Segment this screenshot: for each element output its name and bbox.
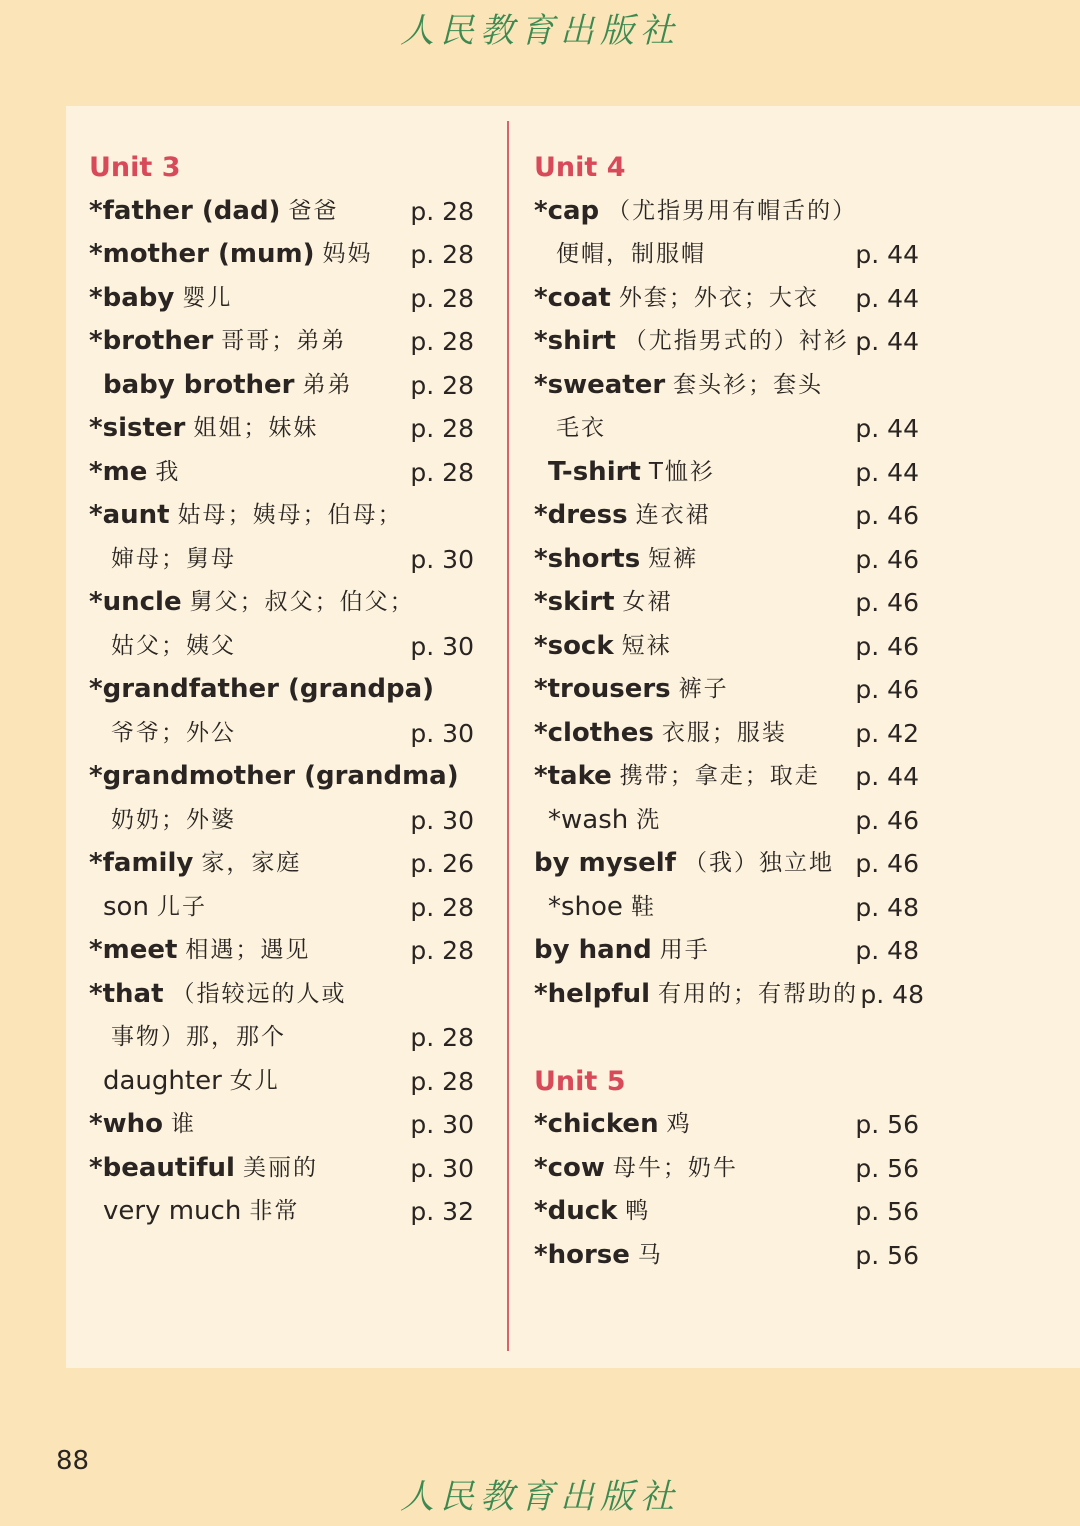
publisher-logo-mark — [380, 1468, 700, 1524]
vocab-term: *meet — [89, 935, 178, 965]
vocab-page-ref: p. 28 — [410, 370, 474, 400]
vocab-translation: 谁 — [171, 1111, 196, 1137]
publisher-logo-text: 人民教育出版社 — [400, 11, 680, 51]
vocab-page-ref: p. 28 — [410, 892, 474, 922]
vocab-translation: 非常 — [249, 1198, 300, 1224]
publisher-logo-text: 人民教育出版社 — [400, 1477, 680, 1517]
vocab-row — [534, 277, 919, 321]
vocab-row-continuation — [534, 233, 919, 277]
vocab-page-ref: p. 44 — [855, 327, 919, 356]
vocab-translation: 衣服；服装 — [661, 719, 787, 746]
vocab-row — [534, 364, 919, 408]
vocab-row-continuation — [89, 625, 474, 669]
vocab-page-ref: p. 30 — [410, 718, 474, 748]
vocab-row — [89, 973, 474, 1017]
vocab-translation: 女儿 — [229, 1067, 280, 1094]
vocab-page-ref: p. 46 — [855, 675, 919, 704]
vocab-term: *mother (mum) — [89, 239, 315, 269]
vocab-term: *shirt — [534, 326, 616, 356]
vocab-page-ref: p. 44 — [855, 414, 919, 443]
vocab-translation: 洗 — [636, 806, 662, 833]
vocab-row — [89, 190, 474, 234]
vocab-translation: 携带；拿走；取走 — [619, 763, 820, 789]
vocab-translation: 我 — [155, 458, 181, 485]
vocab-term: *me — [89, 456, 148, 487]
vocab-row-continuation — [89, 712, 474, 756]
vocab-term: *beautiful — [89, 1152, 235, 1183]
vocab-translation: 短袜 — [621, 632, 672, 659]
vocab-translation: 美丽的 — [242, 1154, 318, 1181]
vocab-page-ref: p. 44 — [855, 283, 919, 313]
vocab-translation: 事物）那，那个 — [111, 1024, 286, 1050]
vocab-translation: 妈妈 — [322, 241, 373, 267]
vocab-term: *family — [89, 848, 194, 878]
vocab-term: baby brother — [103, 369, 295, 400]
vocab-page-ref: p. 46 — [855, 544, 919, 574]
vocab-translation: 奶奶；外婆 — [111, 806, 236, 833]
vocab-translation: 相遇；遇见 — [185, 937, 311, 963]
vocab-row — [534, 973, 924, 1017]
vocab-row — [89, 233, 474, 277]
vocab-translation: 马 — [637, 1241, 663, 1268]
unit-5-heading: Unit 5 — [534, 1065, 626, 1097]
vocab-translation: （尤指男用有帽舌的） — [607, 197, 858, 224]
unit-4-heading: Unit 4 — [534, 152, 626, 183]
vocab-row — [534, 668, 919, 712]
vocab-translation: 儿子 — [156, 893, 207, 920]
vocab-page-ref: p. 46 — [855, 805, 919, 835]
vocab-translation: 婶母；舅母 — [111, 545, 236, 572]
vocab-term: *dress — [534, 500, 628, 530]
vocab-row — [534, 190, 919, 234]
vocab-translation: 姑父；姨父 — [111, 632, 236, 659]
vocab-term: *shorts — [534, 543, 641, 574]
vocab-page-ref: p. 46 — [855, 631, 919, 661]
vocab-page-ref: p. 30 — [410, 544, 474, 574]
vocab-row — [534, 581, 919, 625]
publisher-logo-bottom — [0, 1468, 1080, 1524]
vocab-row — [534, 320, 919, 364]
vocab-translation: 鞋 — [630, 893, 656, 920]
vocab-row-continuation — [89, 799, 474, 843]
vocab-row — [89, 842, 474, 886]
vocab-translation: （指较远的人或 — [171, 980, 347, 1007]
vocab-column-left — [89, 146, 474, 1234]
vocab-term: by hand — [534, 935, 652, 965]
vocab-translation: 舅父；叔父；伯父； — [189, 589, 415, 615]
vocab-row — [534, 799, 919, 843]
vocab-translation: （尤指男式的）衬衫 — [623, 328, 849, 354]
vocab-row — [89, 494, 474, 538]
vocab-page-ref: p. 46 — [855, 849, 919, 878]
vocab-translation: 鸭 — [625, 1198, 651, 1224]
vocab-page-ref: p. 48 — [860, 979, 924, 1009]
vocab-translation: 便帽，制服帽 — [556, 241, 706, 267]
vocab-term: *grandmother (grandma) — [89, 761, 459, 791]
vocab-page-ref: p. 28 — [410, 327, 474, 356]
vocab-row — [534, 712, 919, 756]
vocab-row — [89, 1103, 474, 1147]
vocab-row — [534, 1147, 919, 1191]
vocab-term: *coat — [534, 282, 611, 313]
vocab-row — [534, 625, 919, 669]
vocab-term: T-shirt — [548, 456, 641, 487]
vocab-translation: 哥哥；弟弟 — [221, 328, 347, 354]
vocab-translation: T恤衫 — [648, 458, 715, 485]
vocab-row — [534, 1234, 919, 1278]
vocab-page-ref: p. 42 — [855, 718, 919, 748]
vocab-term: *sock — [534, 630, 614, 661]
vocab-term: *cow — [534, 1152, 605, 1183]
vocab-row — [89, 581, 474, 625]
vocab-page-ref: p. 56 — [855, 1153, 919, 1183]
vocab-translation: 有用的；有帮助的 — [658, 980, 858, 1007]
vocab-page-ref: p. 56 — [855, 1110, 919, 1139]
vocab-translation: 连衣裙 — [635, 502, 711, 528]
vocab-translation: 套头衫；套头 — [673, 371, 824, 398]
vocab-row — [89, 1190, 474, 1234]
vocab-row — [89, 1060, 474, 1104]
vocab-term: *clothes — [534, 717, 654, 748]
vocab-page-ref: p. 30 — [410, 1110, 474, 1139]
vocab-term: *who — [89, 1109, 163, 1139]
vocab-page-ref: p. 56 — [855, 1197, 919, 1226]
vocab-page-ref: p. 48 — [855, 892, 919, 922]
vocab-row-continuation — [89, 538, 474, 582]
vocab-term: *father (dad) — [89, 195, 281, 226]
vocab-page-ref: p. 26 — [410, 849, 474, 878]
vocab-term: *skirt — [534, 587, 615, 617]
vocab-term: *horse — [534, 1239, 630, 1270]
vocab-page-ref: p. 56 — [855, 1240, 919, 1270]
vocab-row — [89, 1147, 474, 1191]
vocab-term: very much — [103, 1196, 242, 1226]
vocab-term: *helpful — [534, 978, 650, 1009]
vocab-row — [89, 668, 474, 712]
page-number: 88 — [56, 1446, 90, 1476]
vocab-translation: 外套；外衣；大衣 — [618, 284, 819, 311]
vocab-row — [89, 755, 474, 799]
vocab-page-ref: p. 44 — [855, 457, 919, 487]
vocab-row — [534, 494, 919, 538]
vocab-page-ref: p. 46 — [855, 501, 919, 530]
vocab-row — [534, 451, 919, 495]
vocab-page-ref: p. 28 — [410, 240, 474, 269]
vocab-row — [89, 277, 474, 321]
vocab-row — [89, 407, 474, 451]
vocab-page-ref: p. 28 — [410, 196, 474, 226]
vocab-row — [534, 755, 919, 799]
vocab-term: *that — [89, 978, 164, 1009]
vocab-row-continuation — [89, 1016, 474, 1060]
vocab-term: by myself — [534, 848, 676, 878]
vocab-row — [89, 451, 474, 495]
vocab-translation: 姐姐；妹妹 — [193, 415, 319, 441]
vocab-term: *cap — [534, 195, 600, 226]
vocab-page-ref: p. 30 — [410, 805, 474, 835]
vocab-page-ref: p. 28 — [410, 457, 474, 487]
vocab-translation: 弟弟 — [302, 371, 353, 398]
vocab-translation: 鸡 — [666, 1111, 692, 1137]
vocab-translation: 婴儿 — [182, 284, 233, 311]
vocab-term: *aunt — [89, 500, 170, 530]
vocab-row — [534, 886, 919, 930]
vocab-term: son — [103, 891, 149, 922]
vocab-term: *chicken — [534, 1109, 659, 1139]
vocab-page-ref: p. 28 — [410, 1066, 474, 1096]
vocab-term: *uncle — [89, 587, 182, 617]
vocab-translation: 爸爸 — [288, 197, 339, 224]
vocab-row — [534, 538, 919, 582]
vocab-translation: 母牛；奶牛 — [612, 1154, 738, 1181]
vocab-page-ref: p. 48 — [855, 936, 919, 965]
vocab-translation: 毛衣 — [556, 415, 606, 441]
vocab-term: *take — [534, 761, 612, 791]
vocab-row — [534, 842, 919, 886]
vocab-page-ref: p. 28 — [410, 414, 474, 443]
vocab-page-ref: p. 32 — [410, 1197, 474, 1226]
vocab-page-ref: p. 28 — [410, 1023, 474, 1052]
vocab-row — [534, 1190, 919, 1234]
vocab-page-ref: p. 30 — [410, 631, 474, 661]
vocab-row — [89, 929, 474, 973]
vocab-term: daughter — [103, 1065, 222, 1096]
vocab-term: *trousers — [534, 674, 671, 704]
vocab-term: *grandfather (grandpa) — [89, 674, 435, 704]
publisher-logo-top — [0, 2, 1080, 58]
column-divider — [507, 121, 509, 1351]
vocab-translation: 姑母；姨母；伯母； — [177, 502, 403, 528]
vocab-page-ref: p. 28 — [410, 283, 474, 313]
vocab-row — [89, 886, 474, 930]
vocab-page-ref: p. 44 — [855, 240, 919, 269]
vocab-translation: 女裙 — [622, 589, 673, 615]
vocab-row — [89, 364, 474, 408]
vocab-term: *baby — [89, 282, 175, 313]
vocab-translation: 裤子 — [678, 676, 729, 702]
vocab-term: *duck — [534, 1196, 618, 1226]
vocab-term: *sister — [89, 413, 186, 443]
vocab-page-ref: p. 28 — [410, 936, 474, 965]
vocab-row — [534, 1103, 919, 1147]
vocab-translation: （我）独立地 — [683, 850, 834, 876]
vocab-row — [89, 320, 474, 364]
vocab-row-continuation — [534, 407, 919, 451]
vocab-column-right — [534, 146, 924, 1277]
vocab-translation: 用手 — [659, 937, 710, 963]
vocab-term: *wash — [548, 804, 629, 835]
publisher-logo-mark — [380, 2, 700, 58]
vocab-term: *brother — [89, 326, 214, 356]
vocab-term: *shoe — [548, 891, 623, 922]
vocab-translation: 家，家庭 — [201, 850, 302, 876]
unit-3-heading: Unit 3 — [89, 152, 181, 183]
vocab-translation: 短裤 — [648, 545, 699, 572]
vocab-page-ref: p. 44 — [855, 762, 919, 791]
vocab-page-ref: p. 46 — [855, 588, 919, 617]
vocab-translation: 爷爷；外公 — [111, 719, 236, 746]
vocab-page-ref: p. 30 — [410, 1153, 474, 1183]
vocab-row — [534, 929, 919, 973]
vocab-term: *sweater — [534, 369, 666, 400]
